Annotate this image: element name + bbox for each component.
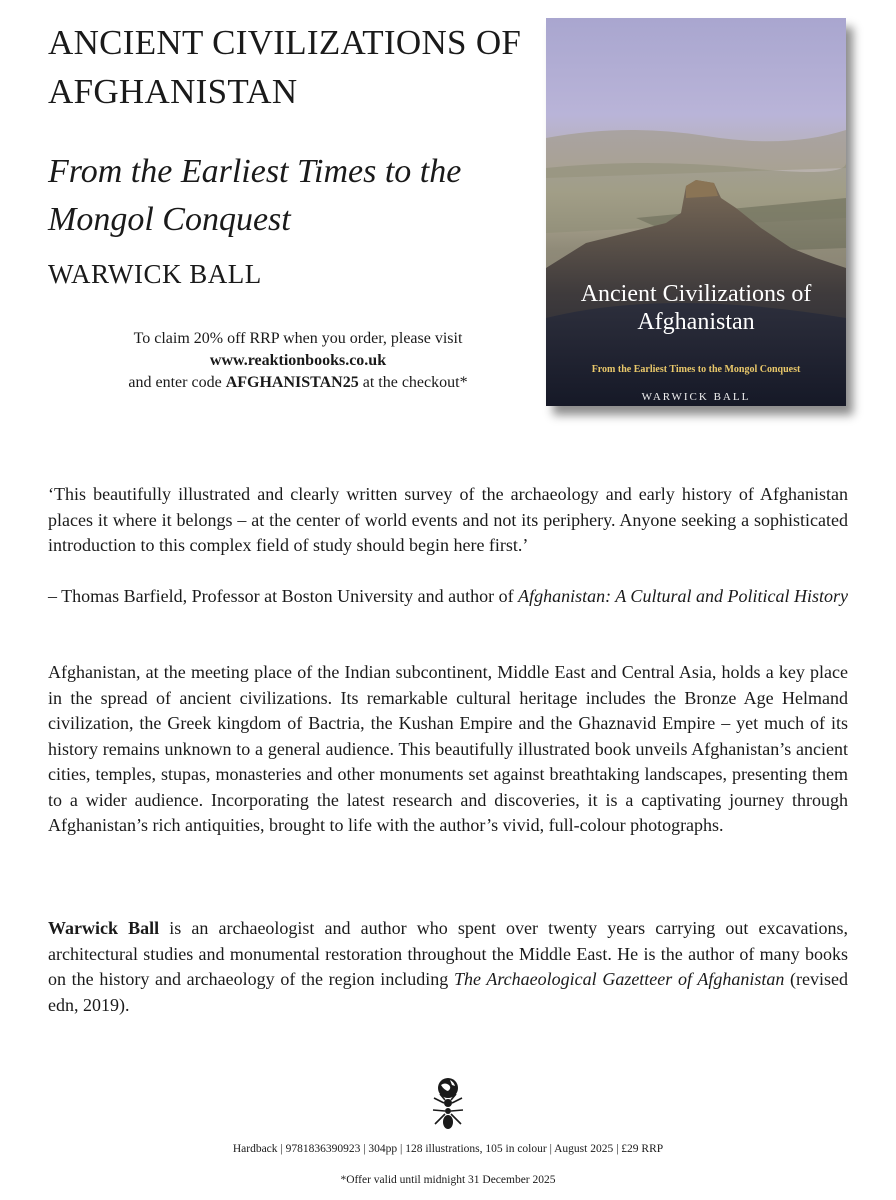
promo-code: AFGHANISTAN25 bbox=[225, 374, 359, 391]
book-author: WARWICK BALL bbox=[48, 259, 262, 289]
cover-author: WARWICK BALL bbox=[641, 391, 751, 403]
book-details: Hardback | 9781836390923 | 304pp | 128 illustrations, 105 in colour | August 2025 | £29 RRP bbox=[232, 1143, 664, 1155]
publisher-ant-globe-icon bbox=[428, 1076, 468, 1132]
review-attribution bbox=[48, 584, 848, 610]
book-description: Afghanistan, at the meeting place of the Indian subcontinent, Middle East and Central Asia, holds a key place in the spread of ancient civilizations. Its remarkable cultural heritage includes the Bronze Age Helmand civilization, the Greek kingdom of Bactria, the Kushan Empire and the Ghaznavid Empire – yet much of its history remains unknown to a general audience. This beautifully illustrated book unveils Afghanistan’s ancient cities, temples, stupas, monasteries and other monuments set against breathtaking landscapes, presenting them to a wider audience. Incorporating the latest research and discoveries, it is a captivating journey through Afghanistan’s rich antiquities, brought to life with the author’s vivid, full-colour photographs. bbox=[48, 662, 848, 835]
promo-url[interactable]: www.reaktionbooks.co.uk bbox=[209, 352, 387, 369]
bio-text: is an archaeologist and author who spent over twenty years carrying out excavations, architectural studies and monumental restoration throughout the Middle East. He is the author of many books on the history and archaeology of the region including bbox=[48, 918, 848, 989]
promo-code-suffix: at the checkout* bbox=[358, 374, 468, 391]
book-title: ANCIENT CIVILIZATIONS OF AFGHANISTAN bbox=[48, 23, 522, 111]
cover-landscape-image bbox=[546, 18, 846, 406]
bio-book-title: The Archaeological Gazetteer of Afghanistan bbox=[453, 969, 785, 989]
bio-text-end: (revised edn, 2019). bbox=[48, 969, 848, 1015]
offer-note: *Offer valid until midnight 31 December 2025 bbox=[340, 1174, 556, 1186]
promo-code-prefix: and enter code bbox=[128, 374, 226, 391]
cover-title: Ancient Civilizations of Afghanistan bbox=[580, 281, 812, 335]
author-bio bbox=[48, 916, 848, 1018]
cover-subtitle: From the Earliest Times to the Mongol Conquest bbox=[591, 364, 801, 375]
promo-line: To claim 20% off RRP when you order, please visit bbox=[133, 330, 463, 347]
book-subtitle: From the Earliest Times to the Mongol Conquest bbox=[48, 153, 462, 238]
book-cover bbox=[546, 18, 846, 406]
review-quote: ‘This beautifully illustrated and clearly written survey of the archaeology and early history of Afghanistan places it where it belongs – at the center of world events and not its periphery. Anyone seeking a sophisticated introduction to this complex field of study should begin here first.’ bbox=[48, 484, 848, 555]
attribution-book-title: Afghanistan: A Cultural and Political History bbox=[518, 586, 848, 606]
bio-author-name: Warwick Ball bbox=[48, 918, 160, 938]
promo-block bbox=[48, 328, 548, 394]
attribution-text: – Thomas Barfield, Professor at Boston University and author of bbox=[48, 586, 519, 606]
